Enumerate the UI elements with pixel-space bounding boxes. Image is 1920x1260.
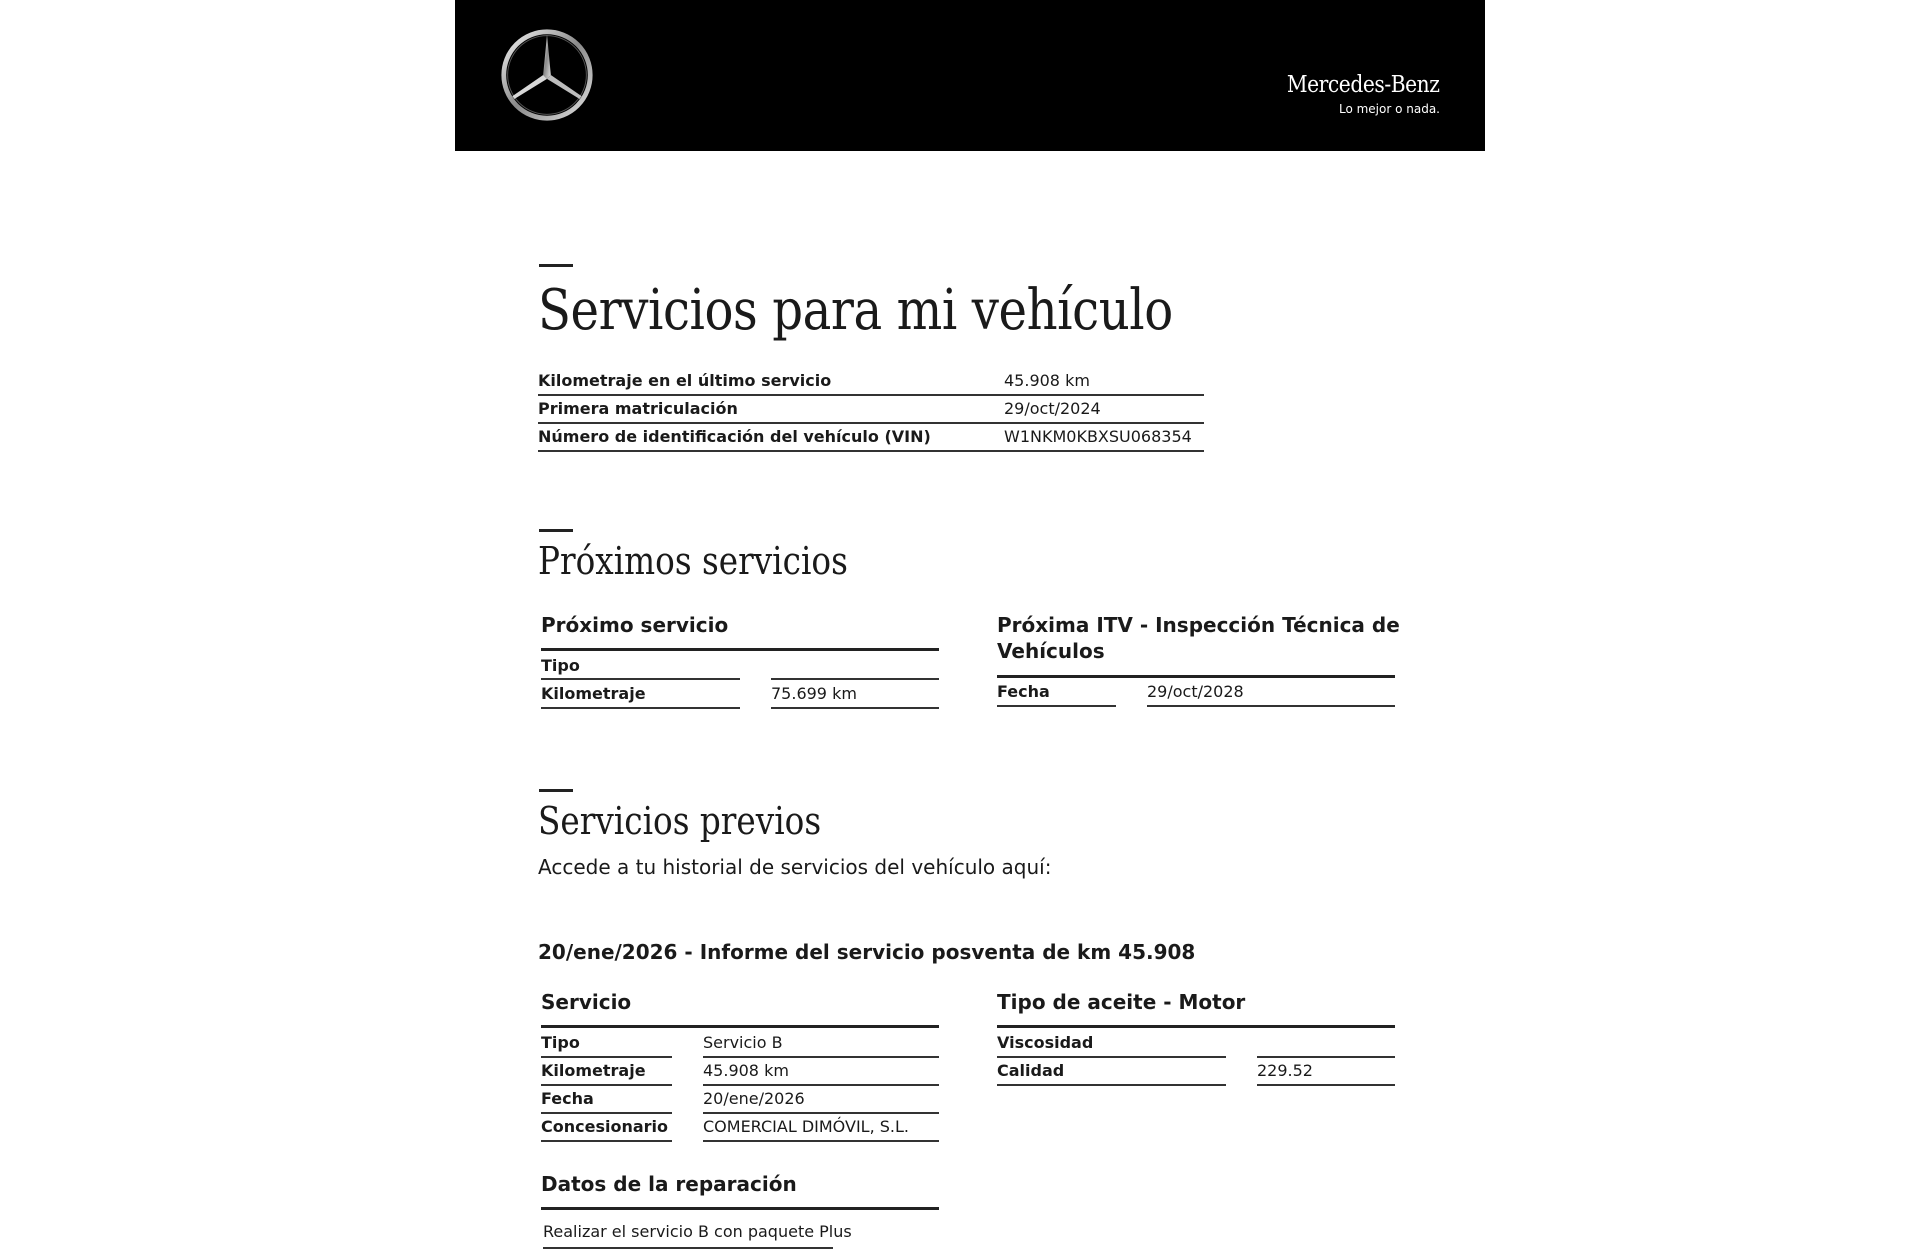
row-divider — [703, 1140, 939, 1142]
dealer-label: Concesionario — [541, 1117, 669, 1136]
row-divider — [538, 394, 1204, 396]
heading-rule — [541, 1207, 939, 1210]
section-rule — [539, 789, 573, 792]
row-divider — [771, 707, 939, 709]
dealer-value: COMERCIAL DIMÓVIL, S.L. — [703, 1117, 909, 1136]
row-divider — [541, 1056, 672, 1058]
row-divider — [543, 1247, 833, 1249]
next-services-title: Próximos servicios — [538, 539, 848, 583]
row-divider — [1147, 705, 1395, 707]
previous-services-title: Servicios previos — [538, 799, 822, 843]
row-divider — [703, 1112, 939, 1114]
row-divider — [538, 422, 1204, 424]
registration-label: Primera matriculación — [538, 399, 738, 418]
heading-rule — [541, 648, 939, 651]
report-title[interactable]: 20/ene/2026 - Informe del servicio posventa de km 45.908 — [538, 940, 1196, 964]
quality-value: 229.52 — [1257, 1061, 1313, 1080]
next-service-heading: Próximo servicio — [541, 613, 729, 637]
viscosity-label: Viscosidad — [997, 1033, 1094, 1052]
heading-rule — [997, 1025, 1395, 1028]
brand-tagline: Lo mejor o nada. — [1338, 102, 1440, 116]
row-divider — [703, 1084, 939, 1086]
row-divider — [771, 678, 939, 680]
mileage-value: 75.699 km — [771, 684, 857, 703]
quality-label: Calidad — [997, 1061, 1065, 1080]
row-divider — [541, 1112, 672, 1114]
section-rule — [539, 529, 573, 532]
heading-rule — [997, 675, 1395, 678]
type-label: Tipo — [541, 1033, 580, 1052]
row-divider — [1257, 1084, 1395, 1086]
row-divider — [997, 1056, 1226, 1058]
brand-block — [1266, 74, 1440, 116]
mileage-value: 45.908 km — [703, 1061, 789, 1080]
brand-name: Mercedes-Benz — [1287, 72, 1440, 98]
service-heading: Servicio — [541, 990, 632, 1014]
repair-item: Realizar el servicio B con paquete Plus — [543, 1222, 852, 1241]
repair-heading: Datos de la reparación — [541, 1172, 797, 1196]
mileage-label: Kilometraje — [541, 1061, 646, 1080]
date-value: 20/ene/2026 — [703, 1089, 805, 1108]
row-divider — [997, 705, 1116, 707]
type-value: Servicio B — [703, 1033, 783, 1052]
itv-heading-line2: Vehículos — [997, 639, 1105, 663]
title-rule — [539, 264, 573, 267]
page-title: Servicios para mi vehículo — [538, 278, 1173, 343]
date-label: Fecha — [541, 1089, 594, 1108]
row-divider — [541, 678, 740, 680]
oil-heading: Tipo de aceite - Motor — [997, 990, 1246, 1014]
mercedes-star-icon — [499, 27, 595, 123]
type-label: Tipo — [541, 656, 580, 675]
row-divider — [997, 1084, 1226, 1086]
itv-date-label: Fecha — [997, 682, 1050, 701]
vin-label: Número de identificación del vehículo (VIN) — [538, 427, 931, 446]
row-divider — [541, 707, 740, 709]
row-divider — [703, 1056, 939, 1058]
mileage-label: Kilometraje — [541, 684, 646, 703]
row-divider — [538, 450, 1204, 452]
registration-value: 29/oct/2024 — [1004, 399, 1101, 418]
itv-heading-line1: Próxima ITV - Inspección Técnica de — [997, 613, 1400, 637]
heading-rule — [541, 1025, 939, 1028]
vin-value: W1NKM0KBXSU068354 — [1004, 427, 1192, 446]
km-value: 45.908 km — [1004, 371, 1090, 390]
row-divider — [1257, 1056, 1395, 1058]
km-label: Kilometraje en el último servicio — [538, 371, 832, 390]
row-divider — [541, 1140, 672, 1142]
brand-header — [455, 0, 1485, 151]
itv-date-value: 29/oct/2028 — [1147, 682, 1244, 701]
history-intro: Accede a tu historial de servicios del vehículo aquí: — [538, 855, 1052, 879]
row-divider — [541, 1084, 672, 1086]
